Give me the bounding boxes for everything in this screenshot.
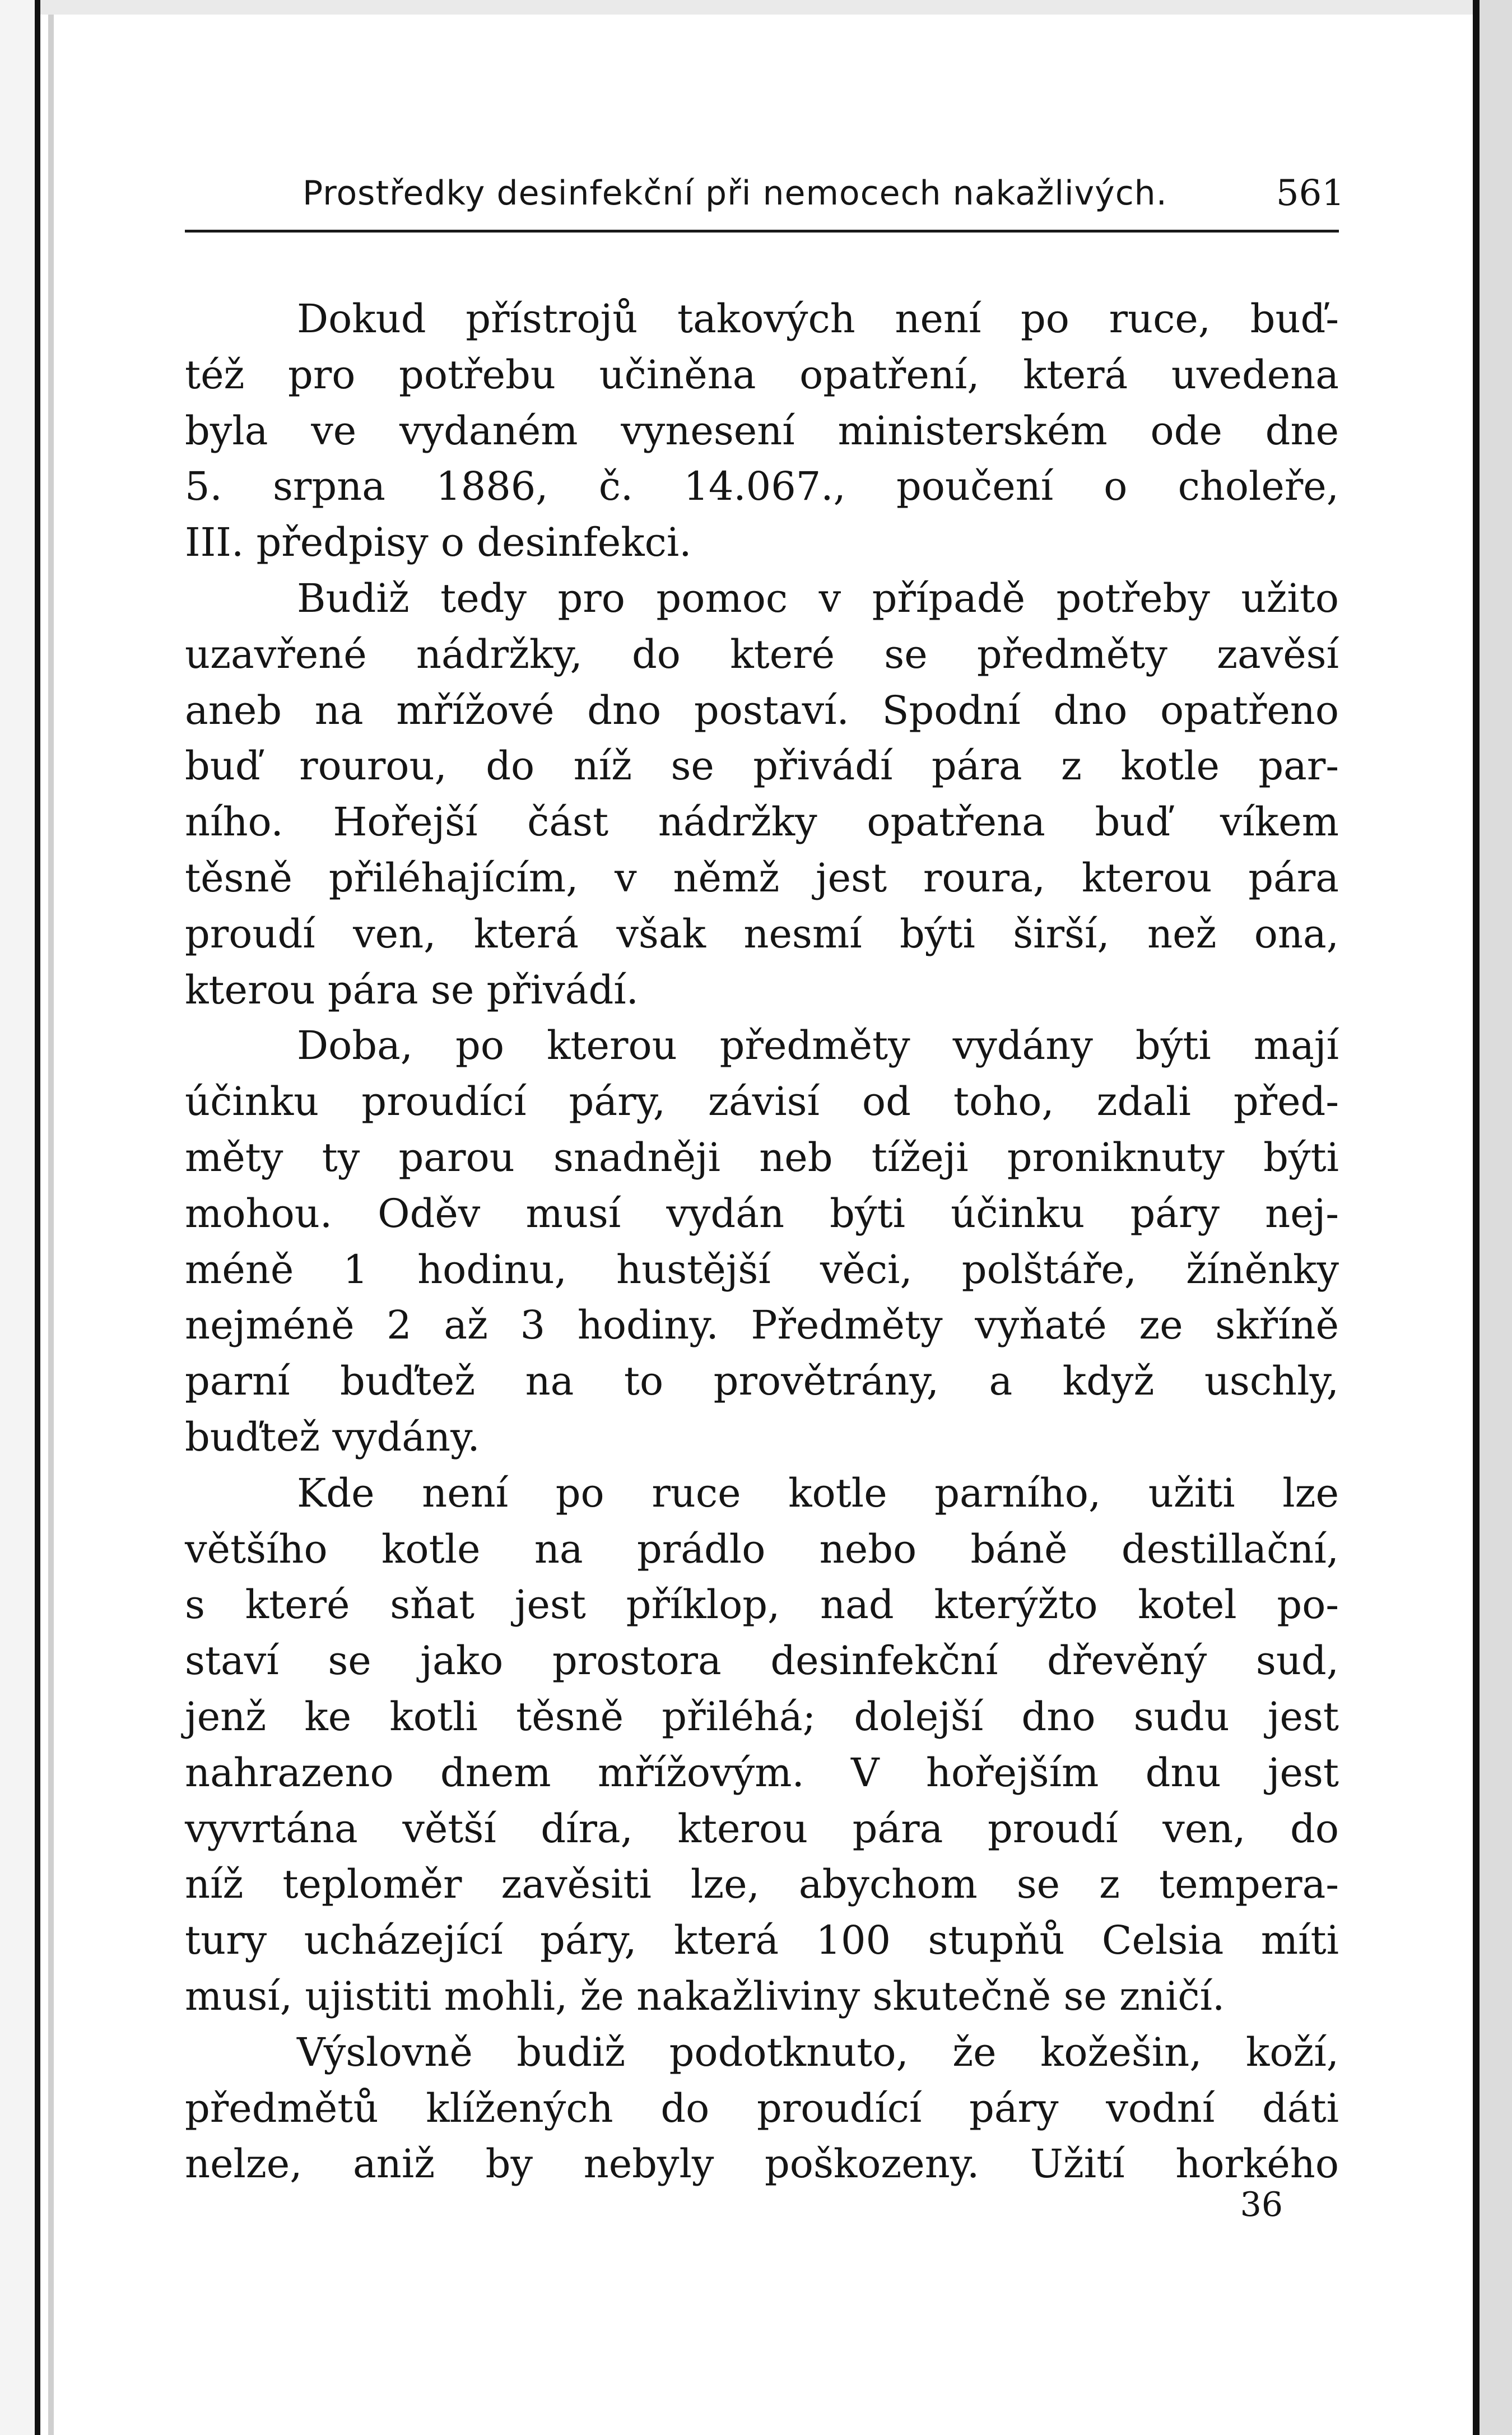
text-line: buďtež vydány. xyxy=(185,1414,480,1460)
text-line: proudí ven, která však nesmí býti širší, než ona, xyxy=(185,910,1339,957)
text-line: též pro potřebu učiněna opatření, která uvedena xyxy=(185,351,1339,398)
text-line: byla ve vydaném vynesení ministerském ode dne xyxy=(185,407,1339,454)
text-line: Doba, po kterou předměty vydány býti mají xyxy=(297,1023,1339,1069)
text-line: většího kotle na prádlo nebo báně destillační, xyxy=(185,1526,1339,1572)
body-text xyxy=(185,291,1339,2192)
text-line: aneb na mřížové dno postaví. Spodní dno opatřeno xyxy=(185,687,1339,733)
text-line: kterou pára se přivádí. xyxy=(185,966,639,1013)
page-number: 561 xyxy=(1276,173,1344,214)
running-header-title: Prostředky desinfekční při nemocech nakažlivých. xyxy=(303,174,1167,213)
running-header xyxy=(185,162,1344,233)
text-line: parní buďtež na to provětrány, a když uschly, xyxy=(185,1358,1339,1405)
text-line: nelze, aniž by nebyly poškozeny. Užití horkého xyxy=(185,2141,1339,2187)
text-line: měty ty parou snadněji neb tížeji proniknuty býti xyxy=(185,1134,1339,1181)
text-line: musí, ujistiti mohli, že nakažliviny skutečně se zničí. xyxy=(185,1973,1225,2019)
text-line: uzavřené nádržky, do které se předměty zavěsí xyxy=(185,631,1339,677)
left-page-edge xyxy=(0,0,40,2435)
text-line: 5. srpna 1886, č. 14.067., poučení o choleře, xyxy=(185,463,1339,510)
left-binding-shadow xyxy=(48,0,54,2435)
text-line: buď rourou, do níž se přivádí pára z kotle par- xyxy=(185,743,1339,789)
text-line: nejméně 2 až 3 hodiny. Předměty vyňaté ze skříně xyxy=(185,1302,1339,1349)
text-line: ního. Hořejší část nádržky opatřena buď víkem xyxy=(185,799,1339,845)
text-line: s které sňat jest příklop, nad kterýžto kotel po- xyxy=(185,1582,1339,1628)
text-line: Budiž tedy pro pomoc v případě potřeby užito xyxy=(297,575,1339,621)
text-line: těsně přiléhajícím, v němž jest roura, kterou pára xyxy=(185,854,1339,901)
text-line: účinku proudící páry, závisí od toho, zdali před- xyxy=(185,1079,1339,1125)
text-line: tury ucházející páry, která 100 stupňů Celsia míti xyxy=(185,1917,1339,1964)
text-line: méně 1 hodinu, hustější věci, polštáře, žíněnky xyxy=(185,1246,1339,1293)
text-line: III. předpisy o desinfekci. xyxy=(185,519,692,566)
text-line: předmětů klížených do proudící páry vodní dáti xyxy=(185,2085,1339,2131)
signature-mark: 36 xyxy=(1240,2185,1283,2224)
right-page-edge xyxy=(1473,0,1512,2435)
text-line: Kde není po ruce kotle parního, užiti lze xyxy=(297,1470,1339,1516)
book-page xyxy=(185,162,1344,2292)
text-line: staví se jako prostora desinfekční dřevěný sud, xyxy=(185,1638,1339,1684)
text-line: Dokud přístrojů takových není po ruce, buď- xyxy=(297,296,1339,342)
top-page-edge xyxy=(40,0,1480,15)
text-line: jenž ke kotli těsně přiléhá; dolejší dno sudu jest xyxy=(185,1693,1339,1740)
text-line: Výslovně budiž podotknuto, že kožešin, koží, xyxy=(297,2029,1339,2075)
text-line: nahrazeno dnem mřížovým. V hořejším dnu jest xyxy=(185,1749,1339,1796)
text-line: vyvrtána větší díra, kterou pára proudí ven, do xyxy=(185,1805,1339,1852)
text-line: mohou. Oděv musí vydán býti účinku páry nej- xyxy=(185,1190,1339,1237)
text-line: níž teploměr zavěsiti lze, abychom se z tempera- xyxy=(185,1861,1339,1908)
